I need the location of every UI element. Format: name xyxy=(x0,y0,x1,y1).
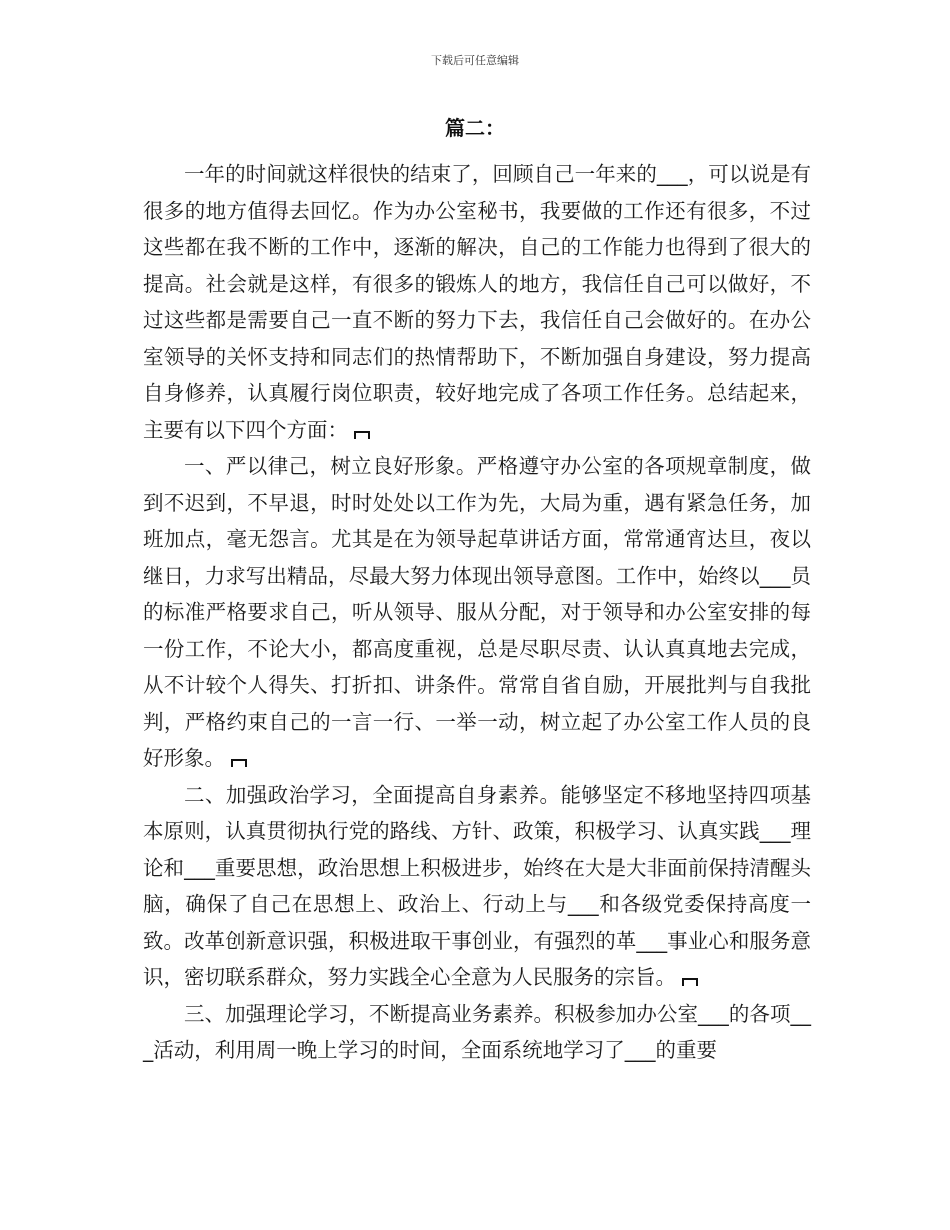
paragraph-text: 一年的时间就这样很快的结束了，回顾自己一年来的___，可以说是有很多的地方值得去回忆。作为办公室秘书，我要做的工作还有很多，不过这些都在我不断的工作中，逐渐的解决，自己的工作能力也得到了很大的提高。社会就是这样，有很多的锻炼人的地方，我信任自己可以做好，不过这些都是需要自己一直不断的努力下去，我信任自己会做好的。在办公室领导的关怀支持和同志们的热情帮助下，不断加强自身建设，努力提高自身修养，认真履行岗位职责，较好地完成了各项工作任务。总结起来，主要有以下四个方面： xyxy=(143,162,811,442)
document-body xyxy=(143,156,811,1069)
header-note: 下载后可任意编辑 xyxy=(431,54,519,67)
paragraph-mark-icon xyxy=(354,431,370,439)
paragraph-text: 一、严以律己，树立良好形象。严格遵守办公室的各项规章制度，做到不迟到，不早退，时时处处以工作为先，大局为重，遇有紧急任务，加班加点，毫无怨言。尤其是在为领导起草讲话方面，常常通宵达旦，夜以继日，力求写出精品，尽最大努力体现出领导意图。工作中，始终以___员的标准严格要求自己，听从领导、服从分配，对于领导和办公室安排的每一份工作，不论大小，都高度重视，总是尽职尽责、认认真真地去完成，从不计较个人得失、打折扣、讲条件。常常自省自励，开展批判与自我批判，严格约束自己的一言一行、一举一动，树立起了办公室工作人员的良好形象。 xyxy=(143,454,811,770)
paragraph-section-2 xyxy=(143,777,811,996)
document-title: 篇二： xyxy=(445,116,505,140)
paragraph-section-3 xyxy=(143,996,811,1069)
paragraph-section-1 xyxy=(143,448,811,777)
paragraph-text: 二、加强政治学习，全面提高自身素养。能够坚定不移地坚持四项基本原则，认真贯彻执行党的路线、方针、政策，积极学习、认真实践___理论和___重要思想，政治思想上积极进步，始终在大是大非面前保持清醒头脑，确保了自己在思想上、政治上、行动上与___和各级党委保持高度一致。改革创新意识强，积极进取干事创业，有强烈的革___事业心和服务意识，密切联系群众，努力实践全心全意为人民服务的宗旨。 xyxy=(143,782,811,989)
paragraph-intro xyxy=(143,156,811,448)
paragraph-mark-icon xyxy=(231,759,247,767)
paragraph-mark-icon xyxy=(682,978,698,986)
paragraph-text: 三、加强理论学习，不断提高业务素养。积极参加办公室___的各项___活动，利用周一晚上学习的时间，全面系统地学习了___的重要 xyxy=(143,1001,811,1062)
